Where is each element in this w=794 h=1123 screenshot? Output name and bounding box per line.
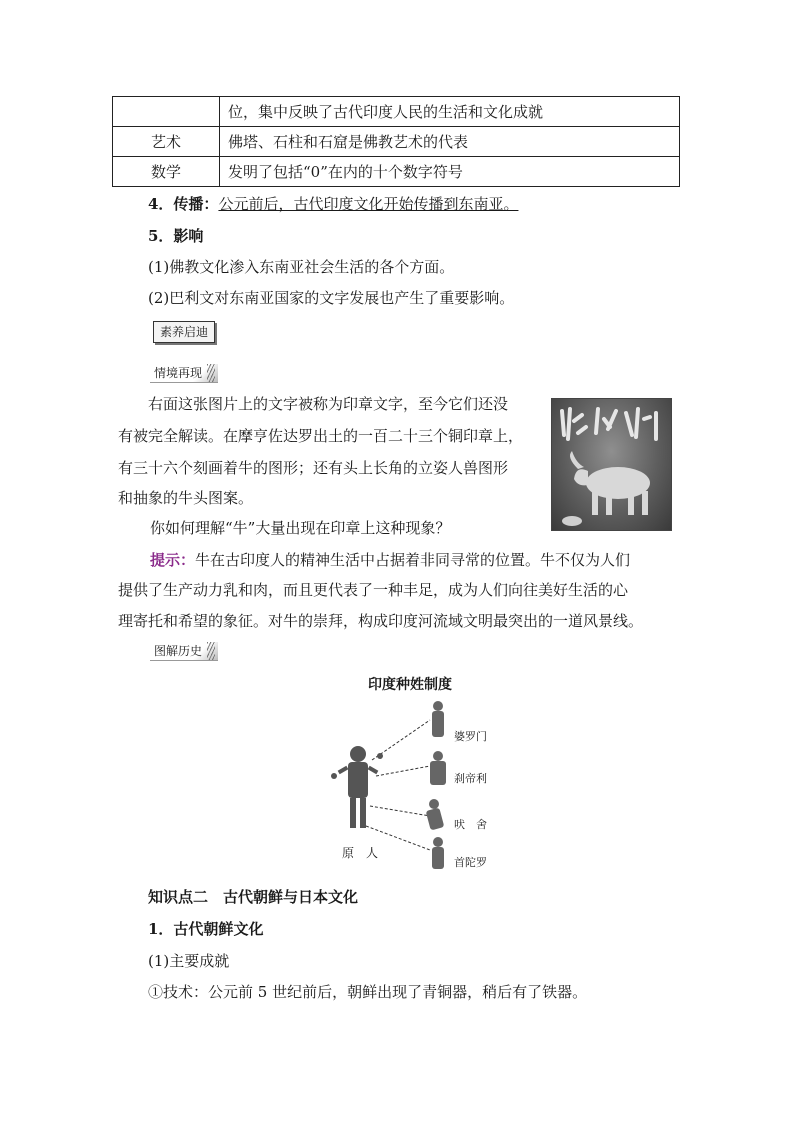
scenario-line-3: 有三十六个刻画着牛的图形；还有头上长角的立姿人兽图形 xyxy=(118,459,509,477)
caste-label-vaishya: 吠 舍 xyxy=(454,818,487,831)
tag-slash-icon xyxy=(207,642,215,660)
culture-table xyxy=(112,96,680,187)
origin-label: 原 人 xyxy=(342,846,379,860)
table-row xyxy=(113,97,680,127)
table-row xyxy=(113,127,680,157)
scenario-line-1: 右面这张图片上的文字被称为印章文字，至今它们还没 xyxy=(148,395,509,413)
section-5-item-2: (2)巴利文对东南亚国家的文字发展也产生了重要影响。 xyxy=(148,289,515,307)
bull-seal-icon xyxy=(552,399,671,530)
scenario-line-2: 有被完全解读。在摩亨佐达罗出土的一百二十三个铜印章上， xyxy=(118,427,524,445)
table-cell-category xyxy=(113,97,220,127)
table-cell-content: 佛塔、石柱和石窟是佛教艺术的代表 xyxy=(220,127,680,157)
scenario-line-4: 和抽象的牛头图案。 xyxy=(118,489,254,507)
kp2-item-1: ①技术：公元前 5 世纪前后，朝鲜出现了青铜器，稍后有了铁器。 xyxy=(148,983,588,1001)
tag-slash-icon xyxy=(207,364,215,382)
tag-qingjing xyxy=(150,364,218,383)
tag-tujie xyxy=(150,642,218,661)
primeval-man-figure xyxy=(331,746,383,828)
table-row xyxy=(113,157,680,187)
kp2-subsection: (1)主要成就 xyxy=(148,952,230,970)
section-5-item-1: (1)佛教文化渗入东南亚社会生活的各个方面。 xyxy=(148,258,455,276)
section-4-label: 4．传播： xyxy=(148,195,219,213)
caste-label-kshatriya: 刹帝利 xyxy=(454,772,487,785)
table-cell-category: 数学 xyxy=(113,157,220,187)
hint-line-3: 理寄托和希望的象征。对牛的崇拜，构成印度河流域文明最突出的一道风景线。 xyxy=(118,612,644,630)
kp2-section-1: 1．古代朝鲜文化 xyxy=(148,920,264,938)
hint-text-1: 牛在古印度人的精神生活中占据着非同寻常的位置。牛不仅为人们 xyxy=(195,551,631,569)
table-cell-content: 发明了包括“0”在内的十个数字符号 xyxy=(220,157,680,187)
tag-tujie-label: 图解历史 xyxy=(154,644,203,658)
caste-label-brahmin: 婆罗门 xyxy=(454,730,487,743)
caste-label-shudra: 首陀罗 xyxy=(454,856,487,869)
caste-diagram xyxy=(330,698,510,873)
hint-label: 提示： xyxy=(150,551,196,569)
kp2-title: 知识点二 古代朝鲜与日本文化 xyxy=(148,888,359,906)
indus-seal-image xyxy=(551,398,672,531)
section-5-title: 5．影响 xyxy=(148,227,204,245)
tag-suyang: 素养启迪 xyxy=(153,321,215,343)
section-4 xyxy=(148,193,518,215)
scenario-question: 你如何理解“牛”大量出现在印章上这种现象？ xyxy=(150,519,451,537)
tag-qingjing-label: 情境再现 xyxy=(154,366,203,380)
diagram-title: 印度种姓制度 xyxy=(368,677,452,693)
table-cell-content: 位，集中反映了古代印度人民的生活和文化成就 xyxy=(220,97,680,127)
hint-line-1 xyxy=(150,549,630,571)
hint-line-2: 提供了生产动力乳和肉，而且更代表了一种丰足，成为人们向往美好生活的心 xyxy=(118,581,629,599)
table-cell-category: 艺术 xyxy=(113,127,220,157)
section-4-text: 公元前后，古代印度文化开始传播到东南亚。 xyxy=(218,195,519,213)
